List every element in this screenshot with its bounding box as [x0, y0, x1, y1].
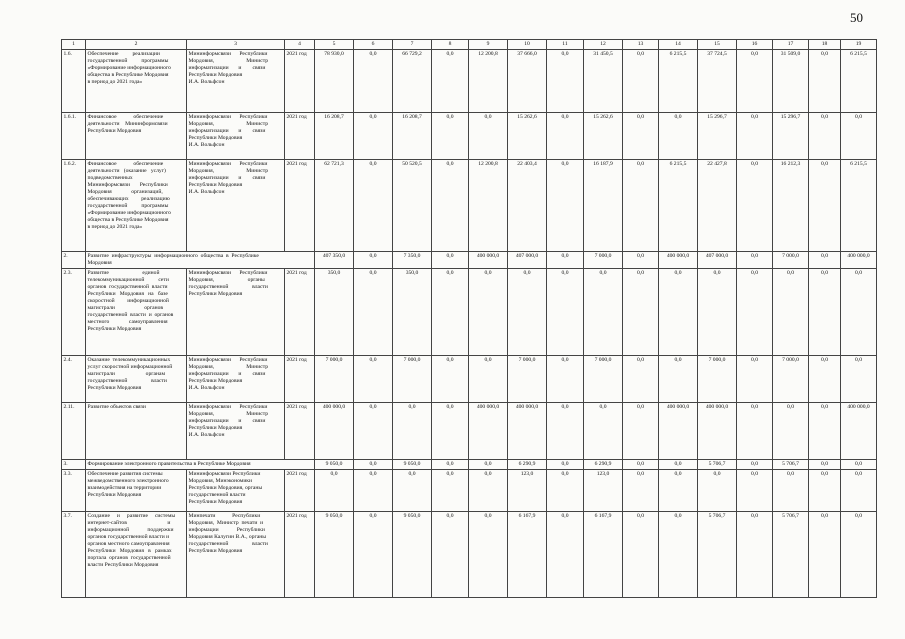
row-description: Финансовое обеспечение деятельности Мининформсвязи Республики Мордовия — [86, 112, 187, 159]
row-description: Развитие инфраструктуры информационного общества в Республике Мордовия — [86, 251, 315, 268]
value-cell: 0,0 — [773, 268, 809, 355]
row-executor: Мининформсвязи Республики Мордовия, Министр информатизации и связи Республики Мордовия И.А. Вольфсон — [187, 355, 285, 402]
header-cell: 5 — [315, 40, 354, 50]
row-description: Оказание телекоммуникационных услуг скоростной информационной магистрали органам государственной власти Республики Мордовия — [86, 355, 187, 402]
row-code: 1.6.1. — [62, 112, 86, 159]
row-description: Обеспечение развития системы межведомственного электронного взаимодействия на территории Республики Мордовия — [86, 469, 187, 511]
value-cell: 0,0 — [623, 159, 659, 251]
value-cell: 6 215,5 — [841, 159, 877, 251]
value-cell: 400 000,0 — [841, 251, 877, 268]
value-cell: 0,0 — [432, 159, 469, 251]
value-cell: 0,0 — [432, 355, 469, 402]
table-row — [62, 268, 877, 355]
value-cell: 0,0 — [432, 469, 469, 511]
value-cell: 0,0 — [469, 459, 508, 469]
value-cell: 0,0 — [469, 469, 508, 511]
value-cell: 0,0 — [547, 159, 584, 251]
value-cell: 78 930,0 — [315, 49, 354, 112]
row-period: 2021 год — [285, 355, 315, 402]
value-cell: 7 000,0 — [773, 251, 809, 268]
value-cell: 0,0 — [659, 268, 698, 355]
header-cell: 2 — [86, 40, 187, 50]
value-cell: 7 000,0 — [508, 355, 547, 402]
header-cell: 15 — [698, 40, 737, 50]
value-cell: 0,0 — [393, 402, 432, 459]
value-cell: 16 208,7 — [393, 112, 432, 159]
value-cell: 0,0 — [737, 459, 773, 469]
table-row — [62, 459, 877, 469]
value-cell: 0,0 — [623, 459, 659, 469]
value-cell: 0,0 — [315, 469, 354, 511]
row-executor: Минпечати Республики Мордовия, Министр печати и информации Республики Мордовия Калугин В.А., органы государственной власти Республики Мордовия — [187, 511, 285, 597]
value-cell: 0,0 — [809, 49, 841, 112]
value-cell: 0,0 — [841, 469, 877, 511]
value-cell: 22 427,8 — [698, 159, 737, 251]
value-cell: 0,0 — [354, 469, 393, 511]
value-cell: 0,0 — [469, 355, 508, 402]
value-cell: 0,0 — [841, 511, 877, 597]
value-cell: 9 050,0 — [315, 459, 354, 469]
value-cell: 0,0 — [547, 469, 584, 511]
value-cell: 7 000,0 — [393, 355, 432, 402]
value-cell: 0,0 — [547, 251, 584, 268]
value-cell: 400 000,0 — [469, 251, 508, 268]
value-cell: 0,0 — [841, 355, 877, 402]
value-cell: 5 706,7 — [773, 511, 809, 597]
value-cell: 0,0 — [809, 355, 841, 402]
header-cell: 12 — [584, 40, 623, 50]
value-cell: 0,0 — [809, 469, 841, 511]
value-cell: 0,0 — [432, 251, 469, 268]
value-cell: 400 000,0 — [698, 402, 737, 459]
table-row — [62, 49, 877, 112]
value-cell: 0,0 — [737, 355, 773, 402]
value-cell: 62 721,3 — [315, 159, 354, 251]
value-cell: 0,0 — [623, 511, 659, 597]
table-row — [62, 159, 877, 251]
value-cell: 31 509,0 — [773, 49, 809, 112]
value-cell: 16 212,3 — [773, 159, 809, 251]
table-row — [62, 355, 877, 402]
row-executor: Мининформсвязи Республики Мордовия, органы государственной власти Республики Мордовия — [187, 268, 285, 355]
value-cell: 0,0 — [354, 251, 393, 268]
value-cell: 6 215,5 — [841, 49, 877, 112]
header-cell: 4 — [285, 40, 315, 50]
row-executor: Мининформсвязи Республики Мордовия, Министр информатизации и связи Республики Мордовия И.А. Вольфсон — [187, 159, 285, 251]
value-cell: 6 167,9 — [508, 511, 547, 597]
row-code: 2. — [62, 251, 86, 268]
value-cell: 0,0 — [809, 251, 841, 268]
header-cell: 14 — [659, 40, 698, 50]
value-cell: 0,0 — [659, 459, 698, 469]
value-cell: 0,0 — [809, 112, 841, 159]
value-cell: 400 000,0 — [841, 402, 877, 459]
value-cell: 0,0 — [354, 402, 393, 459]
value-cell: 0,0 — [547, 355, 584, 402]
value-cell: 0,0 — [432, 459, 469, 469]
value-cell: 15 296,7 — [698, 112, 737, 159]
row-executor: Мининформсвязи Республики Мордовия, Министр информатизации и связи Республики Мордовия И.А. Вольфсон — [187, 402, 285, 459]
header-cell: 13 — [623, 40, 659, 50]
header-cell: 9 — [469, 40, 508, 50]
value-cell: 350,0 — [315, 268, 354, 355]
value-cell: 0,0 — [737, 112, 773, 159]
value-cell: 0,0 — [354, 112, 393, 159]
value-cell: 0,0 — [547, 268, 584, 355]
value-cell: 0,0 — [623, 251, 659, 268]
row-description: Создание и развитие системы интернет-сайтов и информационной поддержки органов государственной власти и органов местного самоуправления Республики Мордовия в рамках портала органов государственной власти Республики Мордовия — [86, 511, 187, 597]
value-cell: 400 000,0 — [315, 402, 354, 459]
value-cell: 0,0 — [354, 268, 393, 355]
value-cell: 407 350,0 — [315, 251, 354, 268]
value-cell: 9 050,0 — [393, 459, 432, 469]
value-cell: 0,0 — [698, 469, 737, 511]
value-cell: 0,0 — [623, 112, 659, 159]
value-cell: 6 215,5 — [659, 159, 698, 251]
value-cell: 0,0 — [623, 49, 659, 112]
value-cell: 6 215,5 — [659, 49, 698, 112]
row-code: 3.3. — [62, 469, 86, 511]
value-cell: 123,0 — [508, 469, 547, 511]
value-cell: 0,0 — [432, 49, 469, 112]
row-code: 2.4. — [62, 355, 86, 402]
table-row — [62, 469, 877, 511]
row-period: 2021 год — [285, 159, 315, 251]
header-cell: 8 — [432, 40, 469, 50]
row-description: Финансовое обеспечение деятельности (оказание услуг) подведомственных Мининформсвязи Республики Мордовия организаций, обеспечивающих реализацию государственной программы «Формирование информационного общества в Республике Мордовия в период до 2021 года» — [86, 159, 187, 251]
table-body — [62, 40, 877, 598]
row-code: 1.6. — [62, 49, 86, 112]
value-cell: 0,0 — [469, 112, 508, 159]
value-cell: 66 729,2 — [393, 49, 432, 112]
row-description: Формирование электронного правительства в Республике Мордовия — [86, 459, 315, 469]
value-cell: 400 000,0 — [659, 251, 698, 268]
row-code: 1.6.2. — [62, 159, 86, 251]
value-cell: 0,0 — [809, 268, 841, 355]
value-cell: 0,0 — [773, 402, 809, 459]
value-cell: 400 000,0 — [469, 402, 508, 459]
value-cell: 15 262,6 — [584, 112, 623, 159]
value-cell: 0,0 — [841, 459, 877, 469]
value-cell: 6 167,9 — [584, 511, 623, 597]
value-cell: 7 000,0 — [584, 251, 623, 268]
value-cell: 0,0 — [737, 268, 773, 355]
value-cell: 0,0 — [547, 49, 584, 112]
header-cell: 18 — [809, 40, 841, 50]
value-cell: 15 296,7 — [773, 112, 809, 159]
header-cell: 7 — [393, 40, 432, 50]
row-description: Развитие объектов связи — [86, 402, 187, 459]
value-cell: 407 000,0 — [698, 251, 737, 268]
table-row — [62, 112, 877, 159]
value-cell: 0,0 — [737, 159, 773, 251]
value-cell: 5 706,7 — [698, 459, 737, 469]
header-cell: 11 — [547, 40, 584, 50]
value-cell: 0,0 — [623, 268, 659, 355]
value-cell: 0,0 — [432, 268, 469, 355]
value-cell: 6 290,9 — [584, 459, 623, 469]
value-cell: 0,0 — [547, 402, 584, 459]
value-cell: 37 724,5 — [698, 49, 737, 112]
value-cell: 0,0 — [737, 251, 773, 268]
value-cell: 400 000,0 — [659, 402, 698, 459]
value-cell: 6 290,9 — [508, 459, 547, 469]
value-cell: 0,0 — [773, 469, 809, 511]
header-cell: 3 — [187, 40, 285, 50]
value-cell: 22 403,4 — [508, 159, 547, 251]
row-description: Развитие единой телекоммуникационной сети органов государственной власти Республики Мордовия на базе скоростной информационной магистрали органов государственной власти и органов местного самоуправления Республики Мордовия — [86, 268, 187, 355]
header-cell: 16 — [737, 40, 773, 50]
value-cell: 0,0 — [354, 355, 393, 402]
value-cell: 7 000,0 — [773, 355, 809, 402]
row-period: 2021 год — [285, 469, 315, 511]
value-cell: 0,0 — [623, 469, 659, 511]
value-cell: 0,0 — [737, 49, 773, 112]
value-cell: 7 350,0 — [393, 251, 432, 268]
page-number: 50 — [850, 10, 863, 25]
row-executor: Мининформсвязи Республики Мордовия, Министр информатизации и связи Республики Мордовия И.А. Вольфсон — [187, 112, 285, 159]
value-cell: 407 000,0 — [508, 251, 547, 268]
value-cell: 0,0 — [432, 402, 469, 459]
row-code: 2.11. — [62, 402, 86, 459]
value-cell: 37 666,0 — [508, 49, 547, 112]
value-cell: 31 450,5 — [584, 49, 623, 112]
value-cell: 0,0 — [623, 402, 659, 459]
value-cell: 5 706,7 — [773, 459, 809, 469]
table-row — [62, 251, 877, 268]
value-cell: 7 000,0 — [584, 355, 623, 402]
value-cell: 0,0 — [547, 459, 584, 469]
value-cell: 0,0 — [737, 469, 773, 511]
value-cell: 0,0 — [469, 511, 508, 597]
value-cell: 9 050,0 — [315, 511, 354, 597]
value-cell: 0,0 — [809, 402, 841, 459]
value-cell: 0,0 — [584, 268, 623, 355]
value-cell: 0,0 — [659, 112, 698, 159]
value-cell: 7 000,0 — [315, 355, 354, 402]
value-cell: 350,0 — [393, 268, 432, 355]
row-period: 2021 год — [285, 402, 315, 459]
value-cell: 12 200,8 — [469, 159, 508, 251]
header-cell: 6 — [354, 40, 393, 50]
value-cell: 0,0 — [508, 268, 547, 355]
value-cell: 123,0 — [584, 469, 623, 511]
value-cell: 0,0 — [354, 511, 393, 597]
value-cell: 0,0 — [659, 355, 698, 402]
value-cell: 0,0 — [354, 49, 393, 112]
value-cell: 9 050,0 — [393, 511, 432, 597]
row-code: 3.7. — [62, 511, 86, 597]
header-cell: 1 — [62, 40, 86, 50]
budget-table — [61, 39, 877, 598]
value-cell: 0,0 — [393, 469, 432, 511]
value-cell: 0,0 — [547, 112, 584, 159]
value-cell: 0,0 — [432, 511, 469, 597]
value-cell: 5 706,7 — [698, 511, 737, 597]
value-cell: 0,0 — [841, 268, 877, 355]
value-cell: 0,0 — [659, 511, 698, 597]
row-description: Обеспечение реализации государственной программы «Формирование информационного общества в Республике Мордовия в период до 2021 года» — [86, 49, 187, 112]
header-cell: 10 — [508, 40, 547, 50]
row-period: 2021 год — [285, 268, 315, 355]
value-cell: 0,0 — [737, 402, 773, 459]
row-code: 3. — [62, 459, 86, 469]
value-cell: 400 000,0 — [508, 402, 547, 459]
value-cell: 0,0 — [623, 355, 659, 402]
table-row — [62, 511, 877, 597]
value-cell: 0,0 — [809, 459, 841, 469]
value-cell: 0,0 — [737, 511, 773, 597]
header-cell: 19 — [841, 40, 877, 50]
value-cell: 15 262,6 — [508, 112, 547, 159]
header-row — [62, 40, 877, 50]
value-cell: 0,0 — [584, 402, 623, 459]
row-period: 2021 год — [285, 49, 315, 112]
value-cell: 50 520,5 — [393, 159, 432, 251]
header-cell: 17 — [773, 40, 809, 50]
value-cell: 16 187,9 — [584, 159, 623, 251]
value-cell: 16 208,7 — [315, 112, 354, 159]
row-executor: Мининформсвязи Республики Мордовия, Минэкономики Республики Мордовия, органы государственной власти Республики Мордовия — [187, 469, 285, 511]
value-cell: 0,0 — [547, 511, 584, 597]
row-period: 2021 год — [285, 112, 315, 159]
value-cell: 0,0 — [698, 268, 737, 355]
row-code: 2.3. — [62, 268, 86, 355]
value-cell: 12 200,8 — [469, 49, 508, 112]
value-cell: 0,0 — [469, 268, 508, 355]
value-cell: 0,0 — [354, 459, 393, 469]
value-cell: 0,0 — [841, 112, 877, 159]
value-cell: 0,0 — [809, 511, 841, 597]
row-executor: Мининформсвязи Республики Мордовия, Министр информатизации и связи Республики Мордовия И.А. Вольфсон — [187, 49, 285, 112]
value-cell: 7 000,0 — [698, 355, 737, 402]
value-cell: 0,0 — [354, 159, 393, 251]
row-period: 2021 год — [285, 511, 315, 597]
value-cell: 0,0 — [432, 112, 469, 159]
value-cell: 0,0 — [659, 469, 698, 511]
table-row — [62, 402, 877, 459]
value-cell: 0,0 — [809, 159, 841, 251]
